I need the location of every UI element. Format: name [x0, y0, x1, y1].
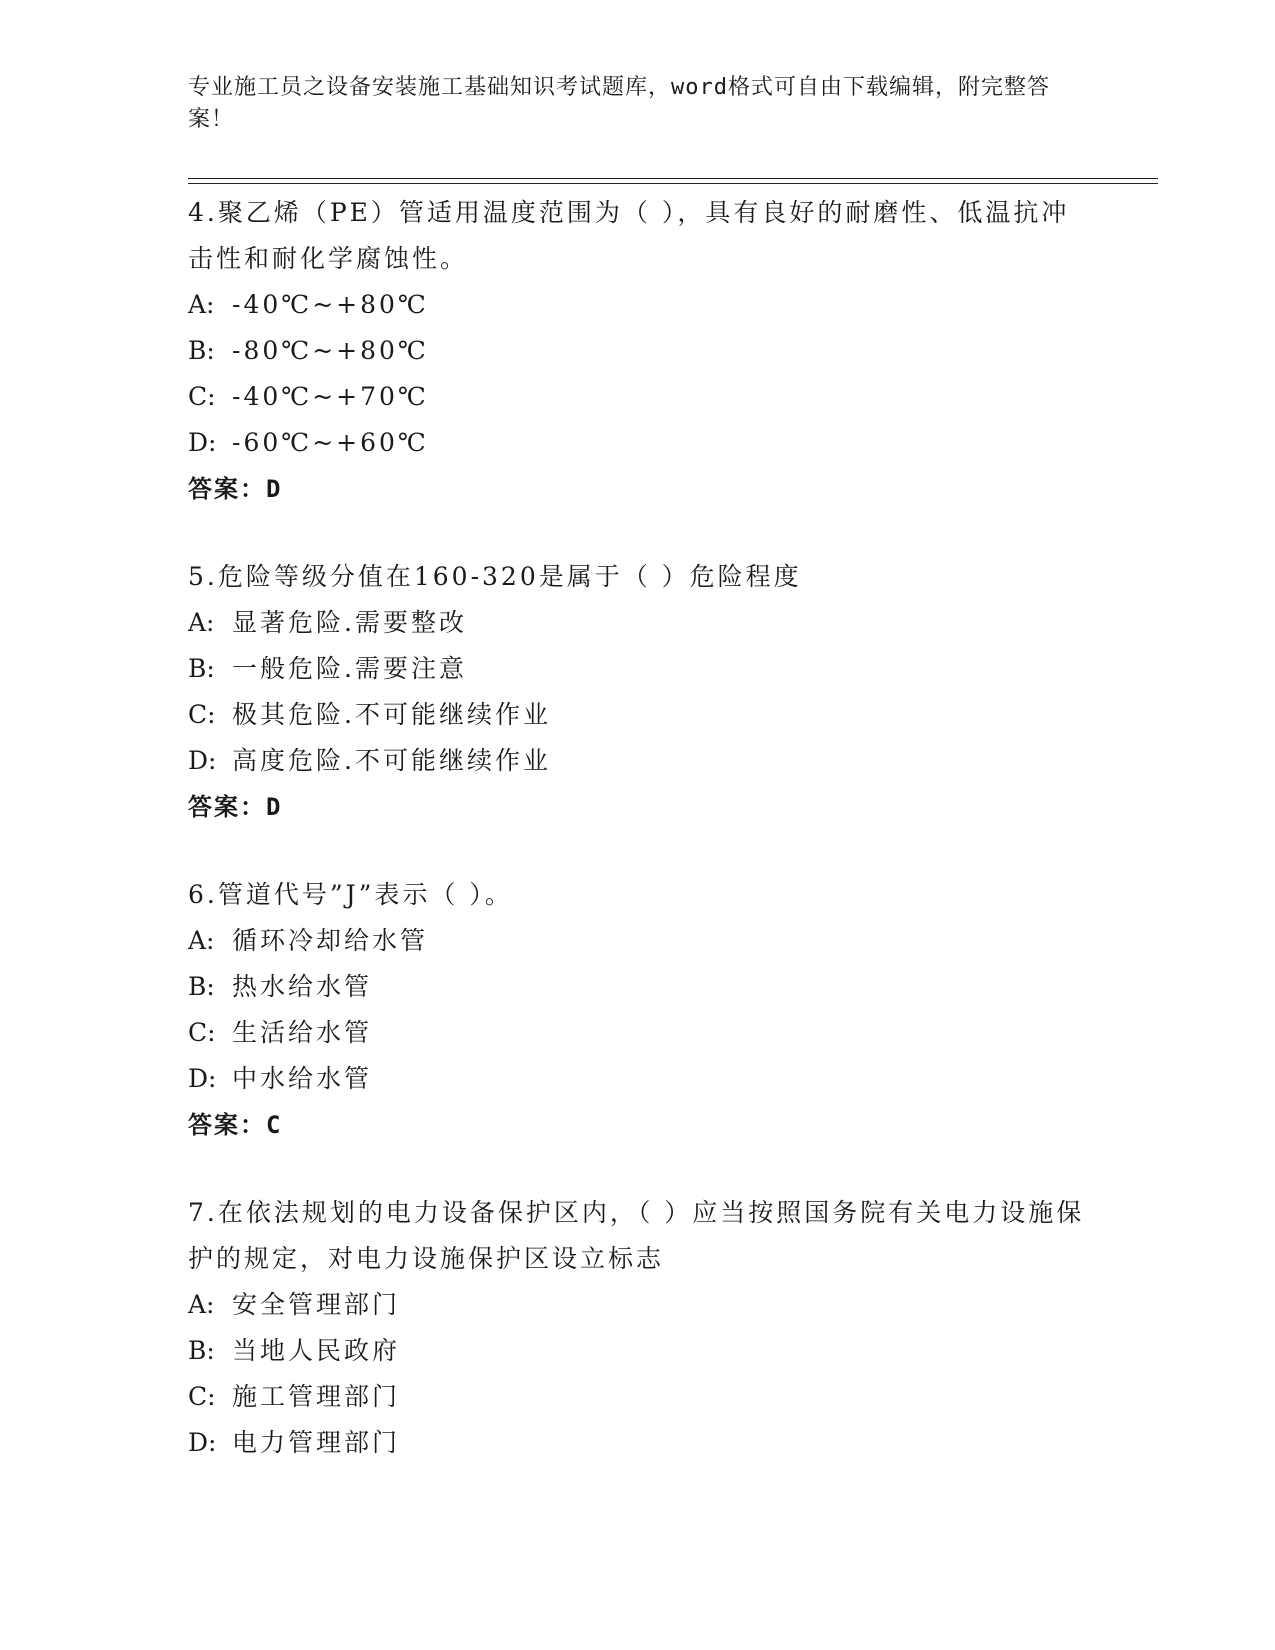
question-text: 4.聚乙烯（PE）管适用温度范围为（ ），具有良好的耐磨性、低温抗冲击性和耐化学腐蚀性。 — [188, 198, 1070, 273]
option-letter: B: — [188, 654, 215, 683]
option-c — [188, 1010, 1088, 1056]
question-text: 5.危险等级分值在160-320是属于（ ）危险程度 — [188, 562, 802, 591]
option-text: 安全管理部门 — [232, 1290, 401, 1319]
option-c — [188, 692, 1088, 738]
question-item — [188, 1190, 1088, 1466]
option-letter: C: — [188, 1018, 216, 1047]
option-c — [188, 374, 1088, 420]
option-letter: A: — [188, 1290, 215, 1319]
option-a — [188, 600, 1088, 646]
option-a — [188, 282, 1088, 328]
option-letter: A: — [188, 290, 215, 319]
option-text: 显著危险.需要整改 — [232, 608, 467, 637]
option-text: 极其危险.不可能继续作业 — [232, 700, 551, 729]
option-text: 一般危险.需要注意 — [232, 654, 467, 683]
option-letter: D: — [188, 1428, 217, 1457]
option-text: 电力管理部门 — [232, 1428, 401, 1457]
option-letter: D: — [188, 746, 217, 775]
option-letter: C: — [188, 1382, 216, 1411]
header-rule-top — [188, 178, 1158, 179]
question-text: 7.在依法规划的电力设备保护区内，（ ）应当按照国务院有关电力设施保护的规定，对电力设施保护区设立标志 — [188, 1198, 1085, 1273]
question-list — [188, 190, 1088, 1508]
answer-line: 答案：C — [188, 1111, 283, 1139]
option-b — [188, 964, 1088, 1010]
question-item — [188, 872, 1088, 1148]
option-text: 循环冷却给水管 — [232, 926, 429, 955]
option-d — [188, 1056, 1088, 1102]
option-letter: C: — [188, 700, 216, 729]
option-d — [188, 420, 1088, 466]
question-text: 6.管道代号”J”表示（ ）。 — [188, 880, 513, 909]
option-b — [188, 328, 1088, 374]
option-b — [188, 646, 1088, 692]
option-a — [188, 1282, 1088, 1328]
option-text: -80℃~+80℃ — [232, 336, 429, 365]
option-letter: A: — [188, 926, 215, 955]
option-text: 高度危险.不可能继续作业 — [232, 746, 551, 775]
option-letter: B: — [188, 336, 215, 365]
option-b — [188, 1328, 1088, 1374]
answer-line: 答案：D — [188, 793, 283, 821]
option-letter: D: — [188, 1064, 217, 1093]
option-text: 施工管理部门 — [232, 1382, 401, 1411]
option-letter: C: — [188, 382, 216, 411]
header-rule-bottom — [188, 183, 1158, 184]
option-letter: D: — [188, 428, 217, 457]
question-item — [188, 554, 1088, 830]
option-c — [188, 1374, 1088, 1420]
option-letter: A: — [188, 608, 215, 637]
option-letter: B: — [188, 972, 215, 1001]
option-text: 热水给水管 — [232, 972, 373, 1001]
option-letter: B: — [188, 1336, 215, 1365]
option-d — [188, 738, 1088, 784]
option-text: 生活给水管 — [232, 1018, 373, 1047]
option-text: -40℃~+70℃ — [232, 382, 429, 411]
document-header: 专业施工员之设备安装施工基础知识考试题库，word格式可自由下载编辑，附完整答案！ — [188, 75, 1050, 132]
option-text: 当地人民政府 — [232, 1336, 401, 1365]
option-text: -40℃~+80℃ — [232, 290, 429, 319]
option-a — [188, 918, 1088, 964]
question-item — [188, 190, 1088, 512]
answer-line: 答案：D — [188, 475, 283, 503]
option-d — [188, 1420, 1088, 1466]
option-text: -60℃~+60℃ — [232, 428, 429, 457]
option-text: 中水给水管 — [232, 1064, 373, 1093]
